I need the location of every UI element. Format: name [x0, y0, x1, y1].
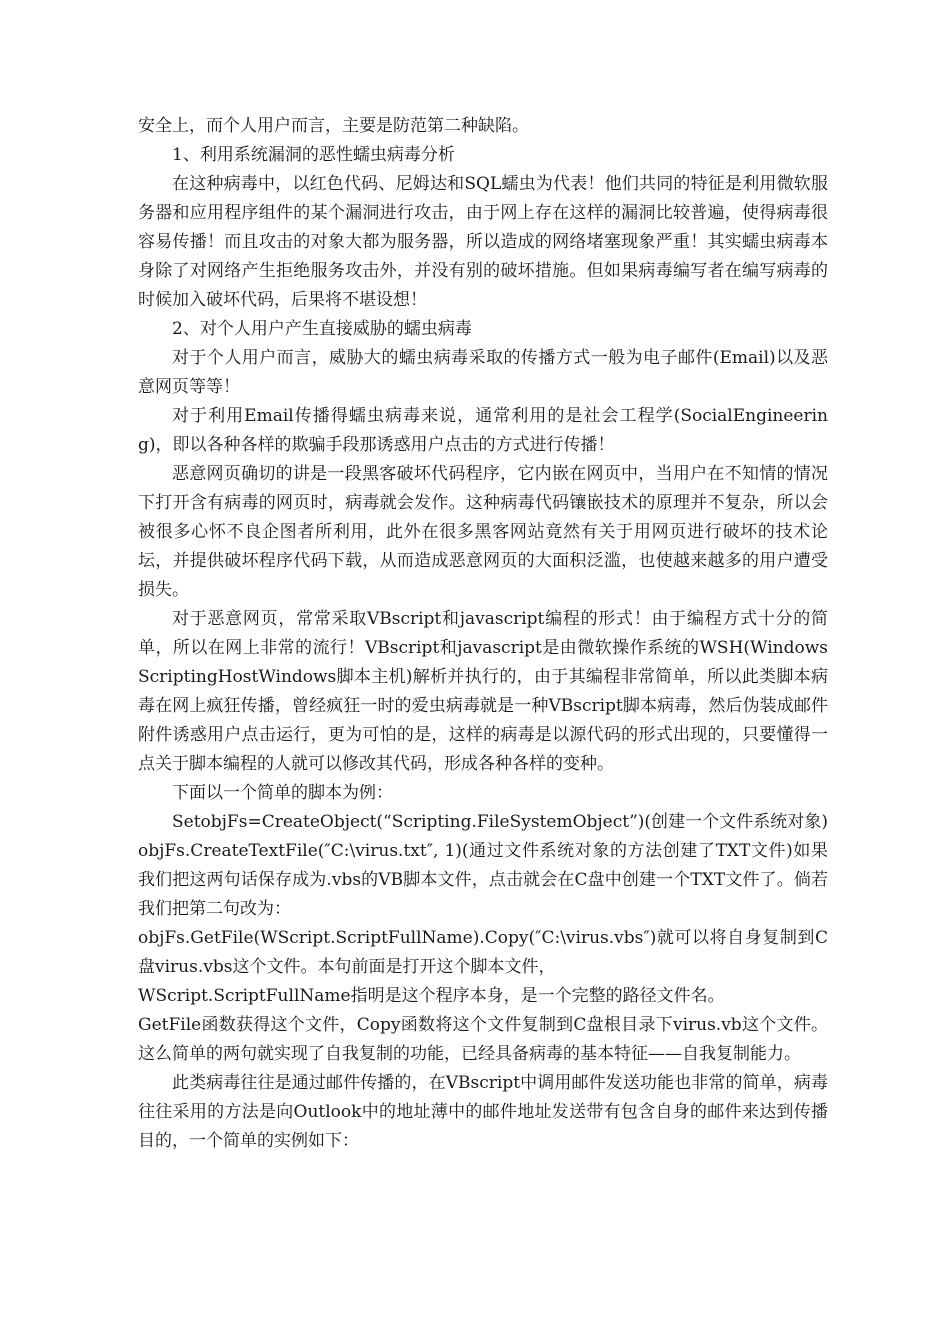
section-heading-2: 2、对个人用户产生直接威胁的蠕虫病毒: [172, 319, 472, 339]
paragraph: 对于恶意网页，常常采取VBscript和javascript编程的形式！由于编程方式十分的简单，所以在网上非常的流行！VBscript和javascript是由微软操作系统的WSH(WindowsScriptingHostWindows脚本主机)解析并执行的，由于其编程非常简单，所以此类脚本病毒在网上疯狂传播，曾经疯狂一时的爱虫病毒就是一种VBscript脚本病毒，然后伪装成邮件附件诱惑用户点击运行，更为可怕的是，这样的病毒是以源代码的形式出现的，只要懂得一点关于脚本编程的人就可以修改其代码，形成各种各样的变种。: [138, 609, 828, 774]
paragraph-intro: 安全上，而个人用户而言，主要是防范第二种缺陷。: [138, 116, 529, 136]
paragraph: 恶意网页确切的讲是一段黑客破坏代码程序，它内嵌在网页中，当用户在不知情的情况下打开含有病毒的网页时，病毒就会发作。这种病毒代码镶嵌技术的原理并不复杂，所以会被很多心怀不良企图者所利用，此外在很多黑客网站竟然有关于用网页进行破坏的技术论坛，并提供破坏程序代码下载，从而造成恶意网页的大面积泛滥，也使越来越多的用户遭受损失。: [138, 464, 828, 600]
paragraph: 此类病毒往往是通过邮件传播的，在VBscript中调用邮件发送功能也非常的简单，病毒往往采用的方法是向Outlook中的地址薄中的邮件地址发送带有包含自身的邮件来达到传播目的，一个简单的实例如下：: [138, 1073, 828, 1151]
document-body: [138, 112, 828, 1156]
paragraph-code-continuation: GetFile函数获得这个文件，Copy函数将这个文件复制到C盘根目录下virus.vb这个文件。这么简单的两句就实现了自我复制的功能，已经具备病毒的基本特征——自我复制能力。: [138, 1015, 828, 1064]
section-heading-1: 1、利用系统漏洞的恶性蠕虫病毒分析: [172, 145, 455, 165]
paragraph: 对于利用Email传播得蠕虫病毒来说，通常利用的是社会工程学(SocialEngineering)，即以各种各样的欺骗手段那诱惑用户点击的方式进行传播！: [138, 406, 828, 455]
paragraph: 下面以一个简单的脚本为例：: [172, 783, 393, 803]
paragraph-code-continuation: WScript.ScriptFullName指明是这个程序本身，是一个完整的路径文件名。: [138, 986, 725, 1006]
paragraph: 对于个人用户而言，威胁大的蠕虫病毒采取的传播方式一般为电子邮件(Email)以及恶意网页等等！: [138, 348, 828, 397]
paragraph-code-example: SetobjFs=CreateObject(“Scripting.FileSystemObject”)(创建一个文件系统对象)objFs.CreateTextFile(″C:\virus.txt″, 1)(通过文件系统对象的方法创建了TXT文件)如果我们把这两句话保存成为.vbs的VB脚本文件，点击就会在C盘中创建一个TXT文件了。倘若我们把第二句改为：: [138, 812, 828, 919]
paragraph-code-continuation: objFs.GetFile(WScript.ScriptFullName).Copy(″C:\virus.vbs″)就可以将自身复制到C盘virus.vbs这个文件。本句前面是打开这个脚本文件，: [138, 928, 828, 977]
paragraph: 在这种病毒中，以红色代码、尼姆达和SQL蠕虫为代表！他们共同的特征是利用微软服务器和应用程序组件的某个漏洞进行攻击，由于网上存在这样的漏洞比较普遍，使得病毒很容易传播！而且攻击的对象大都为服务器，所以造成的网络堵塞现象严重！其实蠕虫病毒本身除了对网络产生拒绝服务攻击外，并没有别的破坏措施。但如果病毒编写者在编写病毒的时候加入破坏代码，后果将不堪设想！: [138, 174, 828, 310]
